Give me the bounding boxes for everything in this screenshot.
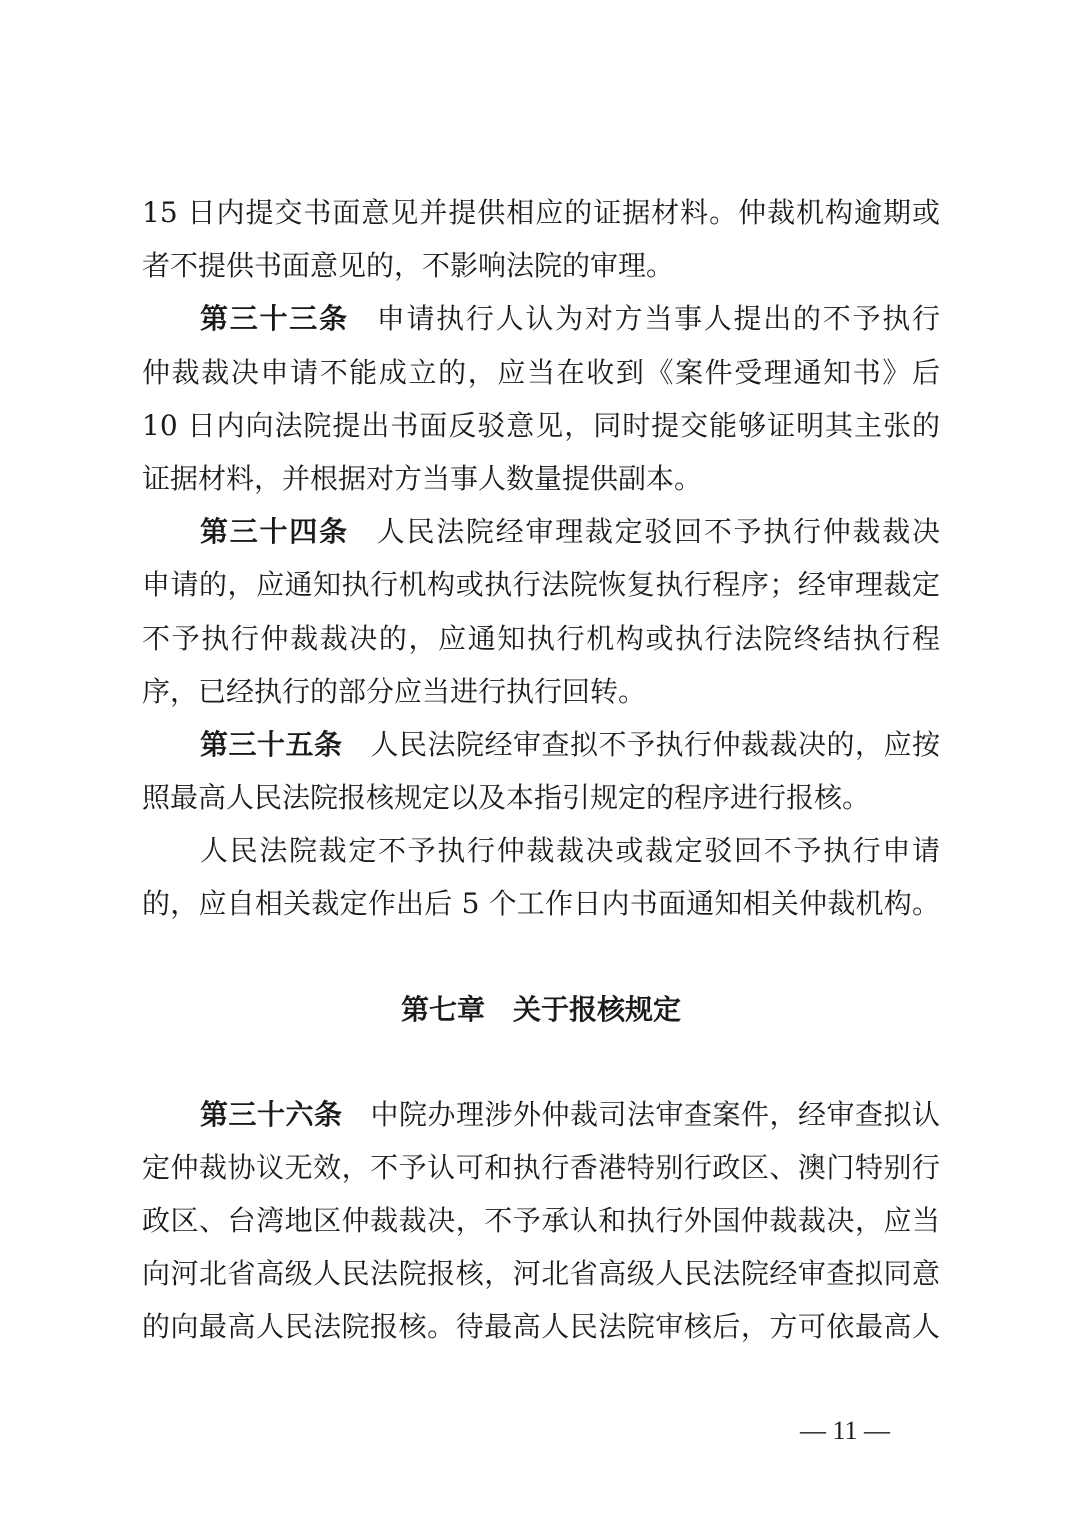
text-line: 证据材料，并根据对方当事人数量提供副本。 xyxy=(142,461,703,495)
text-line: 10 日内向法院提出书面反驳意见，同时提交能够证明其主张的 xyxy=(142,408,940,442)
text: 申请执行人认为对方当事人提出的不予执行 xyxy=(376,302,940,336)
text-line: 15 日内提交书面意见并提供相应的证据材料。仲裁机构逾期或 xyxy=(142,196,940,229)
text-line: 的，应自相关裁定作出后 5 个工作日内书面通知相关仲裁机构。 xyxy=(142,887,940,921)
text-line: 仲裁裁决申请不能成立的，应当在收到《案件受理通知书》后 xyxy=(142,355,940,389)
text-line: 向河北省高级人民法院报核，河北省高级人民法院经审查拟同意 xyxy=(142,1257,940,1291)
document-page xyxy=(142,186,940,1354)
article-number: 第三十四条 xyxy=(200,515,349,549)
text-line: 不予执行仲裁裁决的，应通知执行机构或执行法院终结执行程 xyxy=(142,621,940,655)
text: 人民法院经审查拟不予执行仲裁裁决的，应按 xyxy=(370,727,940,761)
page-number: — 11 — xyxy=(800,1416,891,1445)
text-line: 照最高人民法院报核规定以及本指引规定的程序进行报核。 xyxy=(142,781,871,815)
text: 中院办理涉外仲裁司法审查案件，经审查拟认 xyxy=(370,1097,940,1131)
text-line: 政区、台湾地区仲裁裁决，不予承认和执行外国仲裁裁决，应当 xyxy=(142,1204,940,1237)
text-line: 序，已经执行的部分应当进行执行回转。 xyxy=(142,674,647,708)
text-line: 的向最高人民法院报核。待最高人民法院审核后，方可依最高人 xyxy=(142,1310,940,1344)
article-35-first-line xyxy=(142,718,940,771)
chapter-heading: 第七章 关于报核规定 xyxy=(400,992,681,1026)
text-line: 人民法院裁定不予执行仲裁裁决或裁定驳回不予执行申请 xyxy=(200,834,940,868)
text-line: 者不提供书面意见的，不影响法院的审理。 xyxy=(142,249,675,283)
article-number: 第三十五条 xyxy=(200,727,343,761)
article-34-first-line xyxy=(142,505,940,558)
article-33-first-line xyxy=(142,292,940,345)
text-line: 申请的，应通知执行机构或执行法院恢复执行程序；经审理裁定 xyxy=(142,568,940,602)
article-number: 第三十六条 xyxy=(200,1097,343,1131)
text: 人民法院经审理裁定驳回不予执行仲裁裁决 xyxy=(376,515,940,549)
article-36-first-line xyxy=(142,1088,940,1141)
text-line: 定仲裁协议无效，不予认可和执行香港特别行政区、澳门特别行 xyxy=(142,1150,940,1184)
article-number: 第三十三条 xyxy=(200,302,349,336)
